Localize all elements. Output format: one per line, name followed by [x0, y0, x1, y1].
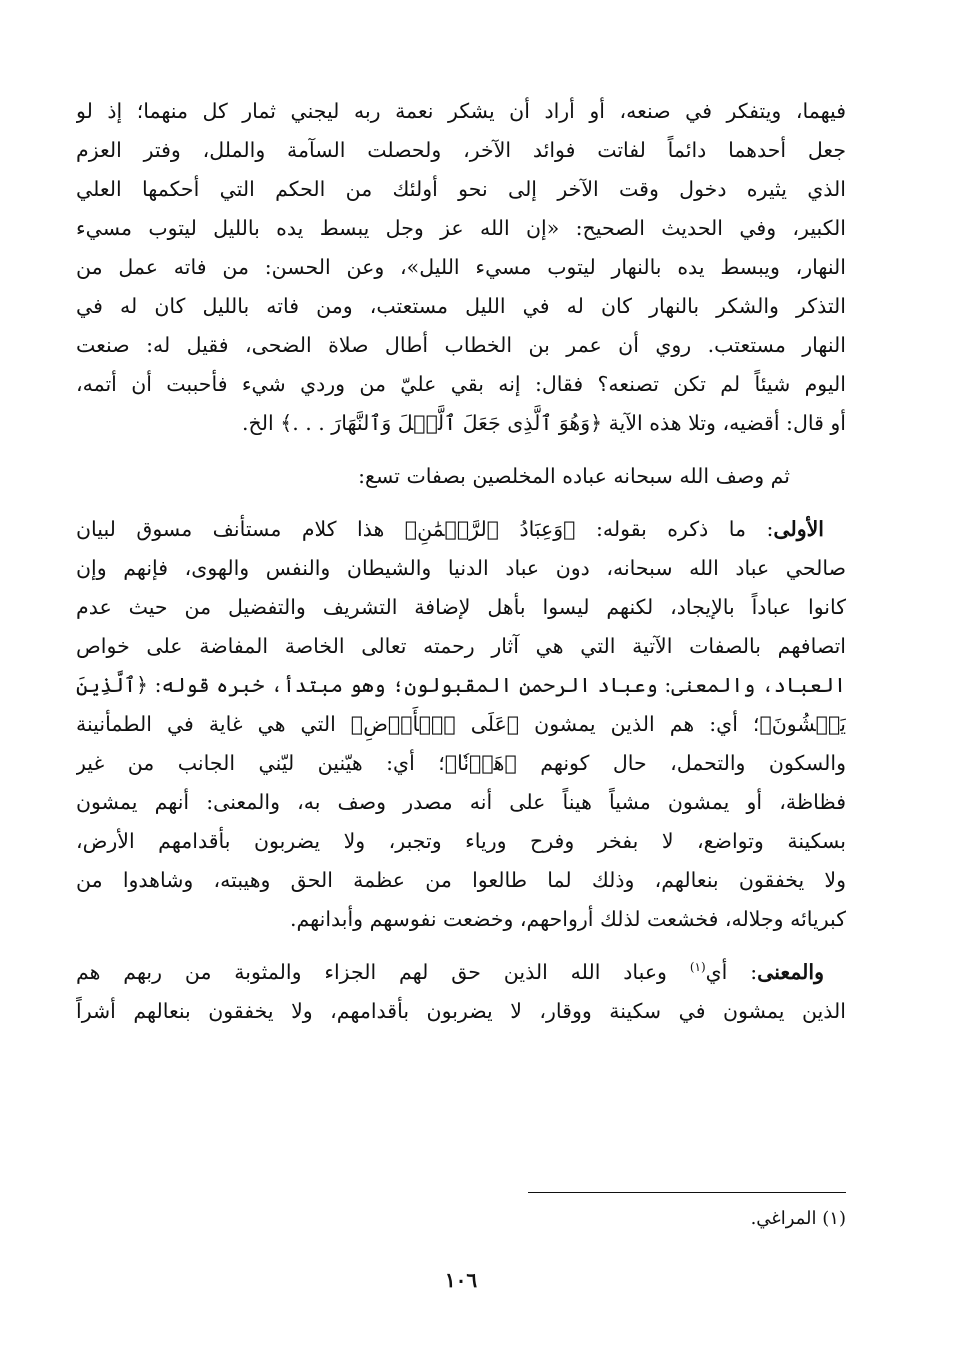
- text-line: كبريائه وجلاله، فخشعت لذلك أرواحهم، وخضعت نفوسهم وأبدانهم.: [290, 907, 846, 931]
- text-line: أو قال: أقضيه، وتلا هذه الآية ﴿وَهُوَ ٱلَّذِى جَعَلَ ٱلَّيۡلَ وَٱلنَّهَارَ . . .﴾ الخ.: [241, 411, 846, 435]
- lead-word: والمعنى: [757, 960, 825, 984]
- text-line: بسكينة وتواضع، لا بفخر وفرح ورياء وتجبر، ولا يضربون بأقدامهم الأرض،: [76, 829, 846, 853]
- text-line: النهار مستعتب. روي أن عمر بن الخطاب أطال صلاة الضحى، فقيل له: صنعت: [76, 333, 846, 357]
- text-line: الذين يمشون في سكينة ووقار، لا يضربون بأقدامهم، ولا يخفقون بنعالهم أشراً: [76, 999, 846, 1023]
- lead-word: الأولى: [773, 517, 824, 541]
- text-run: وعباد الله الذين حق لهم الجزاء والمثوبة من ربهم هم: [76, 960, 690, 984]
- text-line: الكبير، وفي الحديث الصحيح: «إن الله عز وجل يبسط يده بالليل ليتوب مسيء: [76, 216, 846, 240]
- text-line: اليوم شيئاً لم تكن تصنعه؟ فقال: إنه بقي عليّ من وردي شيء فأحببت أن أتمه،: [76, 372, 846, 396]
- text-run: : ما ذكره بقوله: ﴿وَعِبَادُ ٱلرَّحۡمَٰنِ﴾ هذا كلام مستأنف مسوق لبيان: [76, 517, 774, 541]
- text-line: صالحي عباد الله سبحانه، دون عباد الدنيا والشيطان والنفس والهوى، فإنهم وإن: [76, 556, 846, 580]
- text-line: النهار، ويبسط يده بالنهار ليتوب مسيء الليل»، وعن الحسن: من فاته عمل من: [76, 255, 846, 279]
- footnote-divider: [528, 1192, 846, 1193]
- text-line: العباد، والمعنى: وعباد الرحمن المقبولون؛ وهو مبتدأ، خبره قوله: ﴿ٱلَّذِينَ: [76, 673, 846, 697]
- text-line: جعل أحدهما دائماً لفاتت فوائد الآخر، ولحصلت السآمة والملل، وفتر العزم: [76, 138, 846, 162]
- text-run: : أي: [705, 960, 758, 984]
- text-line: كانوا عباداً بالإيجاد، لكنهم ليسوا بأهل لإضافة التشريف والتفضيل من حيث عدم: [76, 595, 846, 619]
- text-line: والسكون والتحمل، حال كونهم ﴿هَوۡنٗا﴾؛ أي: هيّنين ليّني الجانب من غير: [76, 751, 846, 775]
- text-line: ثم وصف الله سبحانه عباده المخلصين بصفات تسع:: [358, 464, 790, 488]
- paragraph-3: [76, 510, 846, 939]
- text-line: التذكر والشكر بالنهار كان له في الليل مستعتب، ومن فاته بالليل كان له في: [76, 294, 846, 318]
- text-line: فيهما، ويتفكر في صنعه، أو أراد أن يشكر نعمة ربه ليجني ثمار كل منهما؛ إذ لو: [76, 99, 846, 123]
- page-number: ١٠٦: [444, 1268, 478, 1292]
- paragraph-gap: [76, 443, 846, 457]
- paragraph-gap: [76, 939, 846, 953]
- text-line: اتصافهم بالصفات الآتية التي هي آثار رحمته تعالى الخاصة المفاضة على خواص: [76, 634, 846, 658]
- paragraph-2: [76, 457, 846, 496]
- text-line: ولا يخفقون بنعالهم، وذلك لما طالعوا من عظمة الحق وهيبته، وشاهدوا من: [76, 868, 846, 892]
- text-line: يَمۡشُونَ﴾؛ أي: هم الذين يمشون ﴿عَلَى ٱلۡأَرۡضِ﴾ التي هي غاية في الطمأنينة: [76, 712, 846, 736]
- text-line: فظاظة، أو يمشون مشياً هيناً على أنه مصدر وصف به، والمعنى: أنهم يمشون: [76, 790, 846, 814]
- book-page: [76, 92, 846, 1322]
- text-line: [76, 953, 846, 992]
- footnote-reference[interactable]: (١): [689, 960, 706, 975]
- paragraph-4: [76, 953, 846, 1031]
- paragraph-gap: [76, 496, 846, 510]
- text-line: الذي يثيره دخول وقت الآخر إلى نحو أولئك من الحكم التي أحكمها العلي: [76, 177, 846, 201]
- footnote: (١) المراغي.: [750, 1208, 846, 1229]
- text-line: [76, 510, 846, 549]
- paragraph-1: [76, 92, 846, 443]
